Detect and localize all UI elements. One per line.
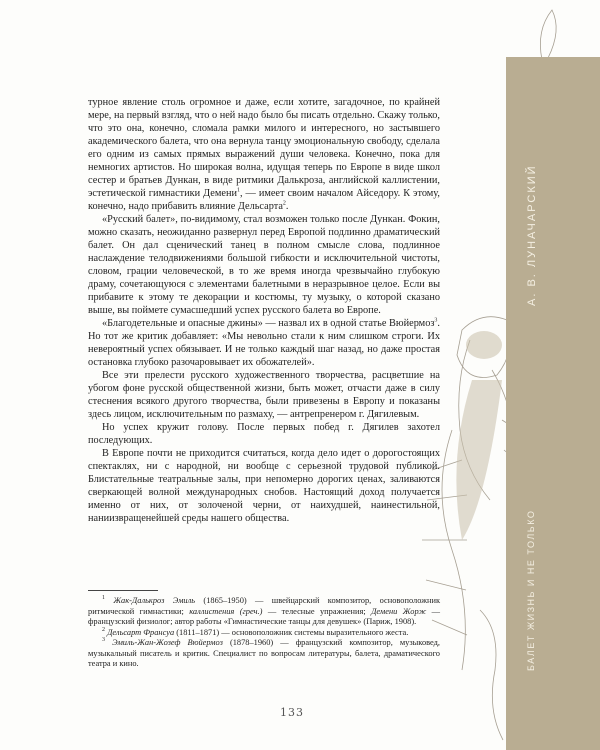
paragraph: «Благодетельные и опасные джины» — назвал их в одной статье Вюйермоз$^3$. Но тот же критик добавляет: «Мы невольно стали к ним слишком строги. Их невероятный успех обязывает. И не только каждый шаг назад, но даже простая остановка глубоко разочаровывает их обожателей». <box>88 317 440 368</box>
book-subtitle: БАЛЕТ ЖИЗНЬ И НЕ ТОЛЬКО <box>526 509 536 671</box>
sidebar-strip <box>506 57 600 750</box>
paragraph: турное явление столь огромное и даже, если хотите, загадочное, по крайней мере, на первый взгляд, что о ней надо было бы писать отдельно. Скажу только, что это она, конечно, сломала рамки милого и интересного, но застывшего академического балета, что она вернула танцу эмоциональную свободу, сделала его одним из самых прямых выражений души человека. Конечно, пока для немногих артистов. Но широкая волна, идущая теперь по Европе в виде школ сестер и братьев Дункан, в виде ритмики Далькроза, английской каллистении, эстетической гимнастики Демени$^1$, — имеет своим началом Айседору. К этому, конечно, надо прибавить влияние Дельсарта$^2$. <box>88 97 440 212</box>
footnote: $^1$ Жак-Далькроз Эмиль (1865–1950) — швейцарский композитор, основоположник ритмической гимнастики; каллистения (греч.) — телесные упражнения; Демени Жорж — французский физиолог; автор работы «Гимнастические танцы для девушек» (Париж, 1908). <box>88 595 441 626</box>
paragraph: Но успех кружит голову. После первых побед г. Дягилев захотел последующих. <box>88 422 440 446</box>
page-number: 133 <box>280 706 304 719</box>
footnote-divider <box>88 590 158 591</box>
footnotes <box>88 596 440 670</box>
paragraph: В Европе почти не приходится считаться, когда дело идет о дорогостоящих спектаклях, ни с народной, ни вообще с серьезной трудовой публикой. Блистательные театральные залы, при непомерно дорогих ценах, заливаются сверкающей волной международных снобов. Настоящий доход получается именно от них, от золоченой черни, от наихудшей, наинестильной, наниизвращенейшей среды нашего общества. <box>88 448 440 524</box>
footnote: $^3$ Эмиль-Жан-Жозеф Вюйермоз (1878–1960) — французский композитор, музыковед, музыкальный писатель и критик. Специалист по вопросам литературы, балета, драматического театра и кино. <box>88 637 440 668</box>
footnote: $^2$ Дельсарт Франсуа (1811–1871) — основоположник системы выразительного жеста. <box>102 626 409 637</box>
main-text <box>88 96 440 525</box>
paragraph: «Русский балет», по-видимому, стал возможен только после Дункан. Фокин, можно сказать, неожиданно развернул перед Европой подлинно драматический балет. Он дал сценический танец в полном смысле слова, подлинное наслаждение телодвижениями большой гибкости и исключительной чистоты, словом, грации человеческой, в то же время иногда чрезвычайно глубокую драму, сочетающуюся с элементами балетными в неразрывное целое. Если вы прибавите к этому те декорации и костюмы, ту музыку, о которой сказано выше, вы поймете сумасшедший успех русского балета во Европе. <box>88 214 440 316</box>
book-author-title: А. В. ЛУНАЧАРСКИЙ <box>526 164 538 306</box>
paragraph: Все эти прелести русского художественного творчества, расцветшие на убогом фоне русской общественной жизни, быть может, отчасти даже в силу стеснения всякого другого творчества, были привезены в Европу и показаны здесь лицом, исключительным по размаху, — антрепренером г. Дягилевым. <box>88 370 440 420</box>
